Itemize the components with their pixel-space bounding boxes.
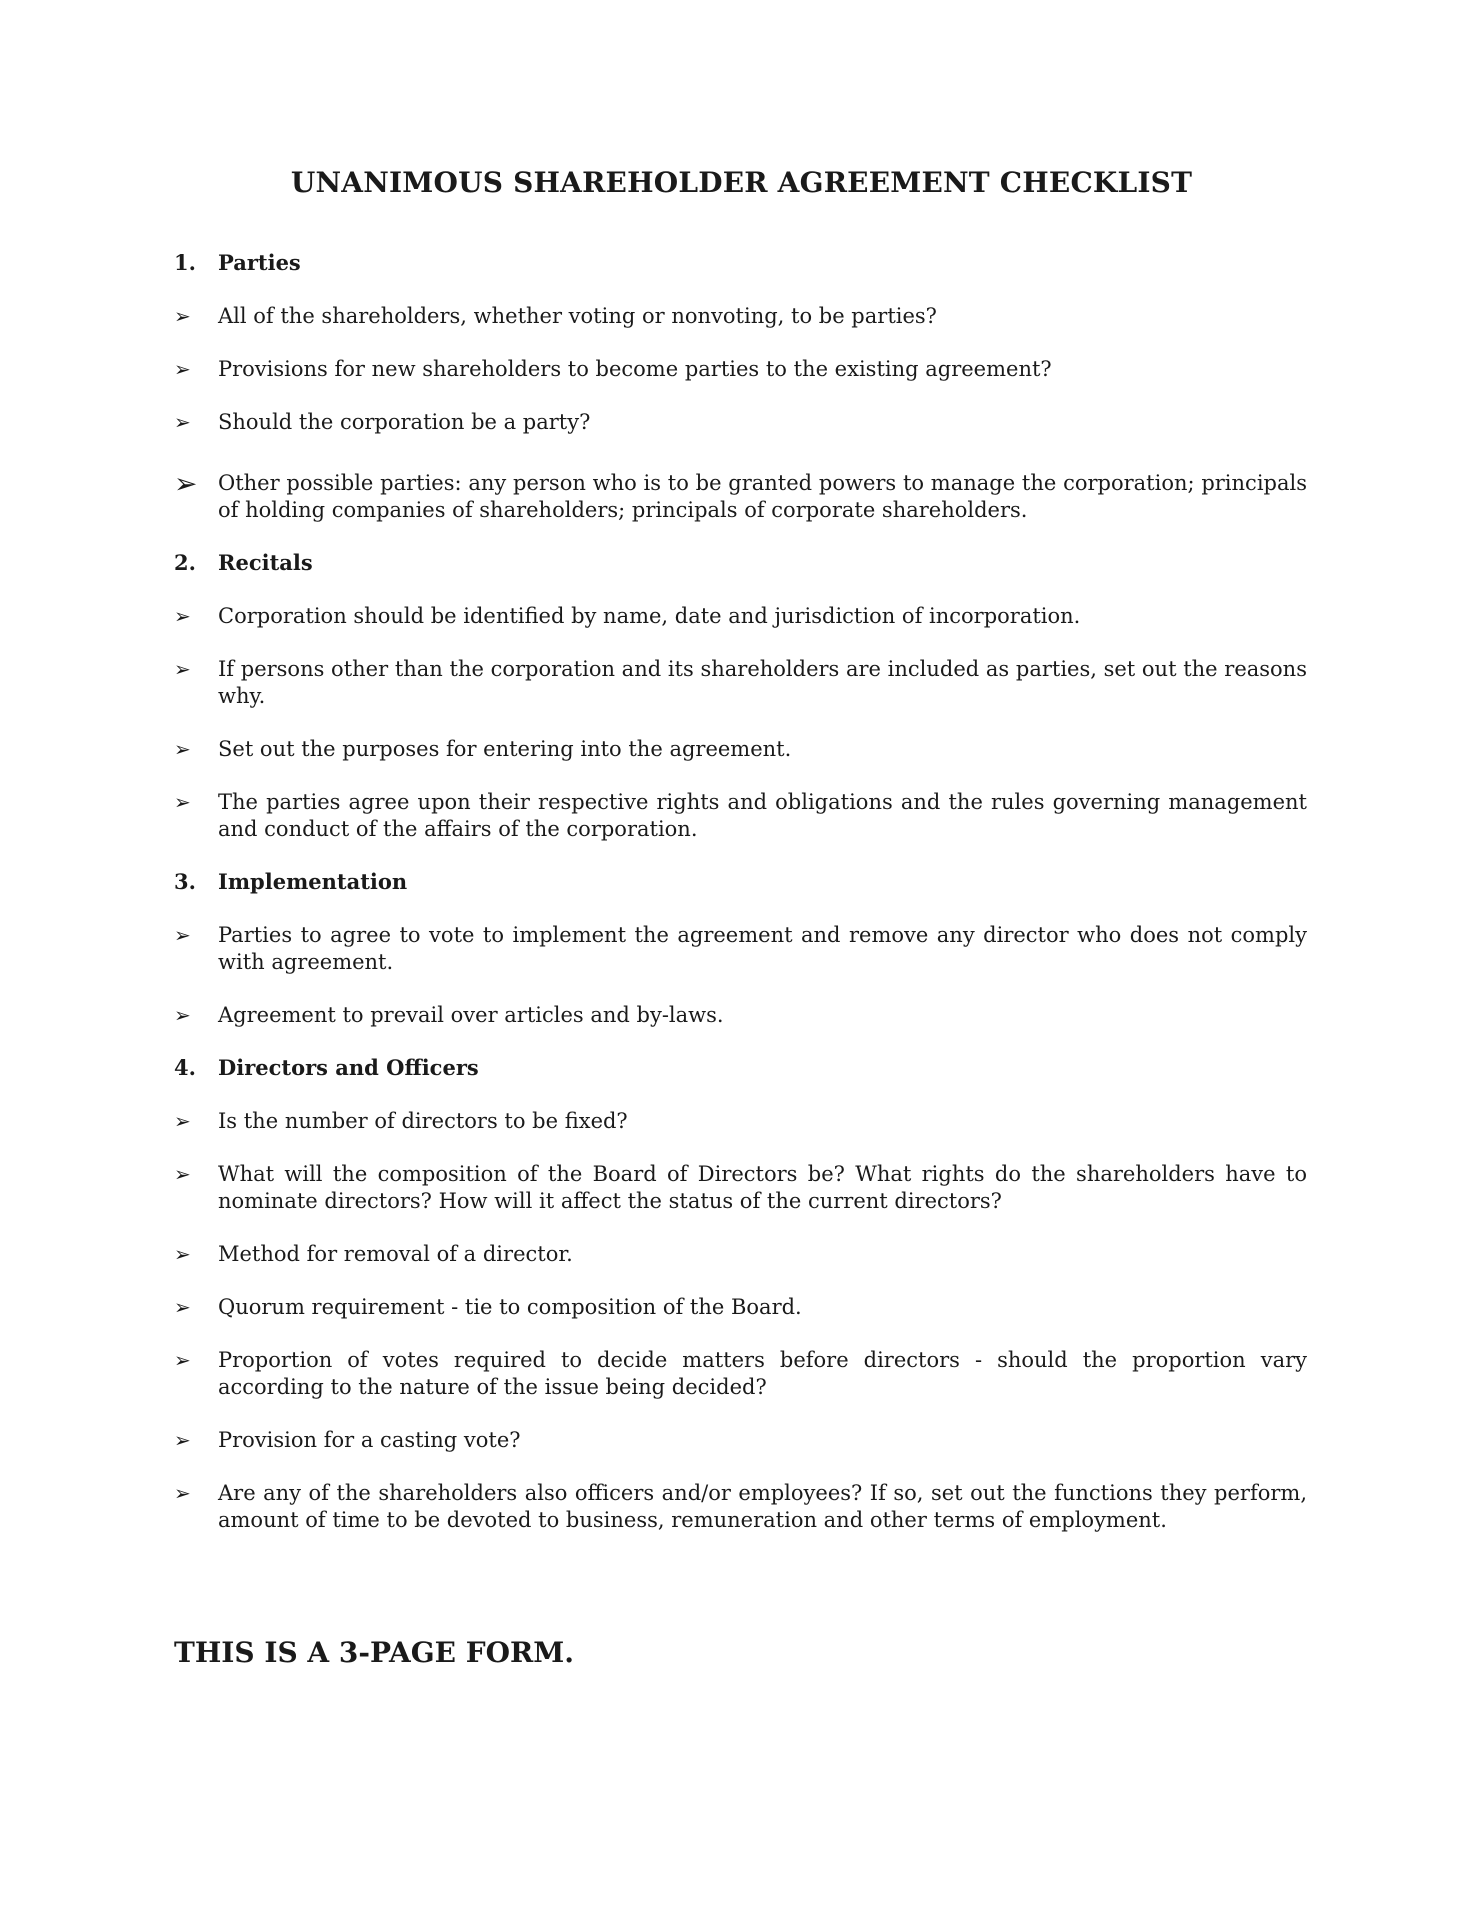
- arrow-bullet-icon: ➢: [174, 1348, 191, 1372]
- arrow-bullet-icon: ➢: [174, 467, 198, 500]
- section-heading-recitals: [174, 550, 1307, 575]
- arrow-bullet-icon: ➢: [174, 790, 191, 814]
- list-item-text: What will the composition of the Board of Directors be? What rights do the shareholders have to nominate directors? How will it affect the status of the current directors?: [218, 1162, 1307, 1213]
- list-item-text: Other possible parties: any person who is to be granted powers to manage the corporation; principals of holding companies of shareholders; principals of corporate shareholders.: [218, 471, 1307, 522]
- arrow-bullet-icon: ➢: [174, 737, 191, 761]
- section-number: 2.: [174, 550, 196, 575]
- list-item-text: Quorum requirement - tie to composition of the Board.: [218, 1295, 802, 1319]
- arrow-bullet-icon: ➢: [174, 1428, 191, 1452]
- arrow-bullet-icon: ➢: [174, 1242, 191, 1266]
- arrow-bullet-icon: ➢: [174, 604, 191, 628]
- list-item: [174, 1347, 1307, 1401]
- list-item-text: Corporation should be identified by name, date and jurisdiction of incorporation.: [218, 604, 1081, 628]
- list-item: [174, 467, 1307, 524]
- list-item-text: Method for removal of a director.: [218, 1242, 573, 1266]
- list-item: [174, 1161, 1307, 1215]
- arrow-bullet-icon: ➢: [174, 1295, 191, 1319]
- checklist-body: [174, 250, 1307, 1560]
- page-count-note: THIS IS A 3-PAGE FORM.: [174, 1636, 575, 1669]
- list-item-text: Parties to agree to vote to implement the agreement and remove any director who does not comply with agreement.: [218, 923, 1307, 974]
- list-item: [174, 656, 1307, 710]
- arrow-bullet-icon: ➢: [174, 410, 191, 434]
- arrow-bullet-icon: ➢: [174, 304, 191, 328]
- list-item: [174, 1294, 1307, 1321]
- list-item: [174, 1108, 1307, 1135]
- list-item-text: Is the number of directors to be fixed?: [218, 1109, 628, 1133]
- arrow-bullet-icon: ➢: [174, 1162, 191, 1186]
- arrow-bullet-icon: ➢: [174, 1109, 191, 1133]
- list-item-text: Proportion of votes required to decide matters before directors - should the proportion vary according to the nature of the issue being decided?: [218, 1348, 1307, 1399]
- list-item: [174, 736, 1307, 763]
- section-title: Implementation: [218, 869, 408, 894]
- list-item-text: Provisions for new shareholders to become parties to the existing agreement?: [218, 357, 1052, 381]
- section-number: 3.: [174, 869, 196, 894]
- arrow-bullet-icon: ➢: [174, 923, 191, 947]
- list-item: [174, 1002, 1307, 1029]
- list-item-text: All of the shareholders, whether voting or nonvoting, to be parties?: [218, 304, 937, 328]
- list-item-text: Should the corporation be a party?: [218, 410, 591, 434]
- section-heading-parties: [174, 250, 1307, 275]
- document-title: UNANIMOUS SHAREHOLDER AGREEMENT CHECKLIST: [290, 166, 1193, 199]
- arrow-bullet-icon: ➢: [174, 1003, 191, 1027]
- list-item-text: Agreement to prevail over articles and by-laws.: [218, 1003, 724, 1027]
- list-item-text: Are any of the shareholders also officers and/or employees? If so, set out the functions they perform, amount of time to be devoted to business, remuneration and other terms of employment.: [218, 1481, 1307, 1532]
- arrow-bullet-icon: ➢: [174, 357, 191, 381]
- section-title: Directors and Officers: [218, 1055, 479, 1080]
- section-number: 1.: [174, 250, 196, 275]
- list-item: [174, 356, 1307, 383]
- section-heading-directors-and-officers: [174, 1055, 1307, 1080]
- list-item: [174, 409, 1307, 436]
- list-item-text: If persons other than the corporation and its shareholders are included as parties, set out the reasons why.: [218, 657, 1307, 708]
- arrow-bullet-icon: ➢: [174, 1481, 191, 1505]
- section-title: Recitals: [218, 550, 313, 575]
- list-item-text: Provision for a casting vote?: [218, 1428, 521, 1452]
- list-item: [174, 1480, 1307, 1534]
- section-title: Parties: [218, 250, 301, 275]
- arrow-bullet-icon: ➢: [174, 657, 191, 681]
- section-number: 4.: [174, 1055, 196, 1080]
- list-item-text: Set out the purposes for entering into the agreement.: [218, 737, 792, 761]
- list-item: [174, 922, 1307, 976]
- list-item-text: The parties agree upon their respective rights and obligations and the rules governing management and conduct of the affairs of the corporation.: [218, 790, 1307, 841]
- list-item: [174, 303, 1307, 330]
- list-item: [174, 603, 1307, 630]
- list-item: [174, 1241, 1307, 1268]
- list-item: [174, 1427, 1307, 1454]
- list-item: [174, 789, 1307, 843]
- section-heading-implementation: [174, 869, 1307, 894]
